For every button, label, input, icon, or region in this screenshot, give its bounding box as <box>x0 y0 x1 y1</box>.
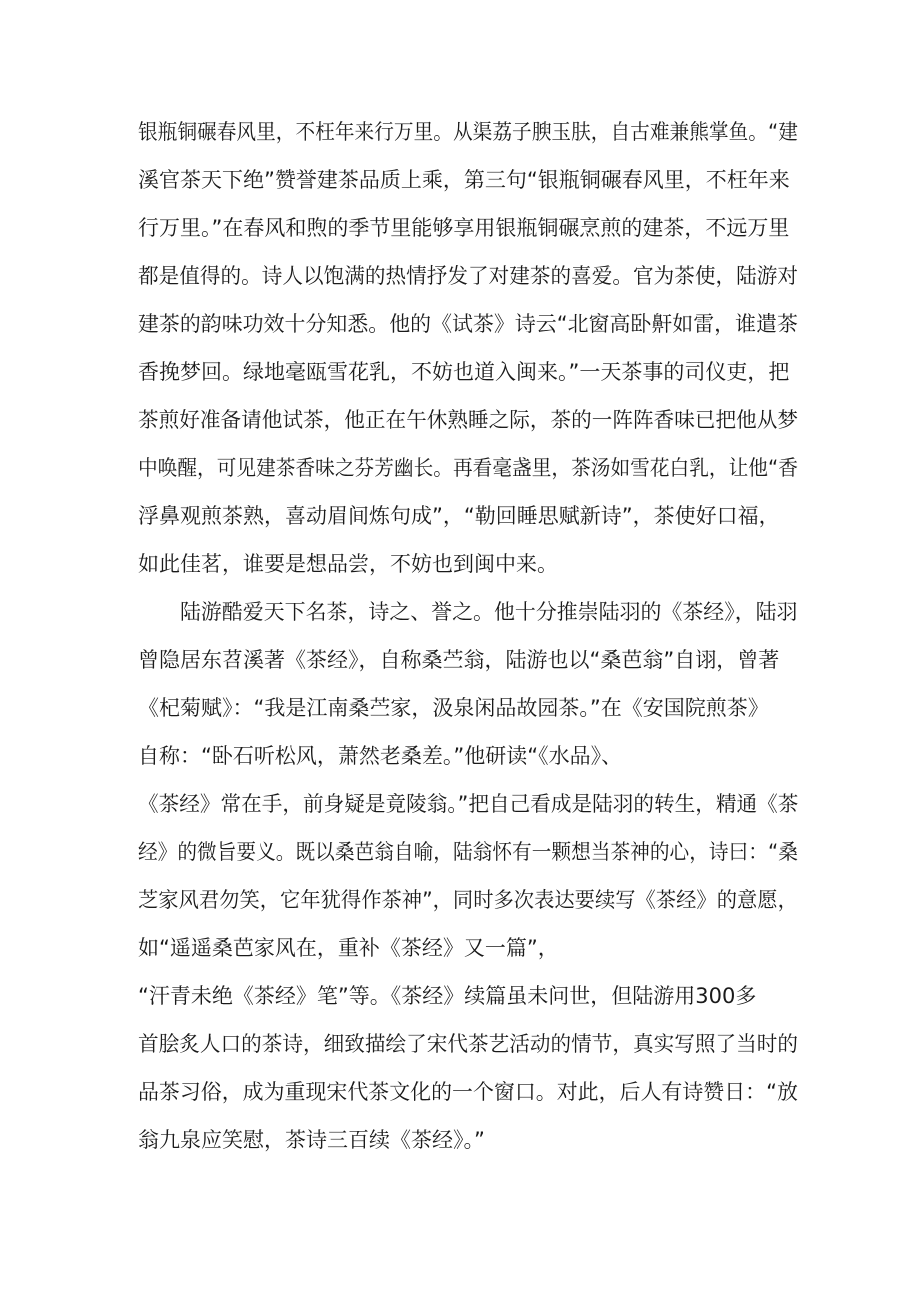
text-line: 自称：“卧石听松风，萧然老桑差。”他研读“《水品》、 <box>138 744 623 768</box>
text-line: 茶煎好准备请他试茶，他正在午休熟睡之际，茶的一阵阵香味已把他从梦 <box>138 408 798 432</box>
text-line: 浮鼻观煎茶熟，喜动眉间炼句成”，“勒回睡思赋新诗”，茶使好口福， <box>138 504 780 528</box>
text-line: 建茶的韵味功效十分知悉。他的《试茶》诗云“北窗高卧鼾如雷，谁遣茶 <box>138 312 798 336</box>
text-line: 行万里。”在春风和煦的季节里能够享用银瓶铜碾烹煎的建茶，不远万里 <box>138 216 790 240</box>
text-line: 如此佳茗，谁要是想品尝，不妨也到闽中来。 <box>138 552 558 576</box>
text-line: 芝家风君勿笑，它年犹得作茶神”，同时多次表达要续写《茶经》的意愿， <box>138 888 798 912</box>
text-line: 中唤醒，可见建茶香味之芬芳幽长。再看毫盏里，茶汤如雪花白乳，让他“香 <box>138 456 798 480</box>
text-line: 经》的微旨要义。既以桑芭翁自喻，陆翁怀有一颗想当茶神的心，诗曰：“桑 <box>138 840 798 864</box>
text-line: “汗青未绝《茶经》笔”等。《茶经》续篇虽未问世，但陆游用300多 <box>138 984 757 1008</box>
text-line: 银瓶铜碾春风里，不枉年来行万里。从渠荔子腴玉肤，自古难兼熊掌鱼。“建 <box>138 120 798 144</box>
paragraph-first-line: 陆游酷爱天下名茶，诗之、誉之。他十分推崇陆羽的《茶经》，陆羽 <box>180 600 798 624</box>
text-line: 首脍炙人口的茶诗，细致描绘了宋代茶艺活动的情节，真实写照了当时的 <box>138 1032 798 1056</box>
text-line: 《茶经》常在手，前身疑是竟陵翁。”把自己看成是陆羽的转生，精通《茶 <box>138 792 799 816</box>
text-line: 溪官茶天下绝”赞誉建茶品质上乘，第三句“银瓶铜碾春风里，不枉年来 <box>138 168 790 192</box>
text-line: 《杞菊赋》：“我是江南桑苎家，汲泉闲品故园茶。”在《安国院煎茶》 <box>138 696 769 720</box>
text-line: 翁九泉应笑慰，茶诗三百续《茶经》。” <box>138 1128 485 1152</box>
text-line: 品茶习俗，成为重现宋代茶文化的一个窗口。对此，后人有诗赞日：“放 <box>138 1080 798 1104</box>
text-line: 曾隐居东苕溪著《茶经》，自称桑苎翁，陆游也以“桑芭翁”自诩，曾著 <box>138 648 780 672</box>
text-line: 如“遥遥桑芭家风在，重补《茶经》又一篇”， <box>138 936 559 960</box>
text-line: 都是值得的。诗人以饱满的热情抒发了对建茶的喜爱。官为茶使，陆游对 <box>138 264 798 288</box>
text-line: 香挽梦回。绿地毫瓯雪花乳，不妨也道入闽来。”一天茶事的司仪吏，把 <box>138 360 790 384</box>
